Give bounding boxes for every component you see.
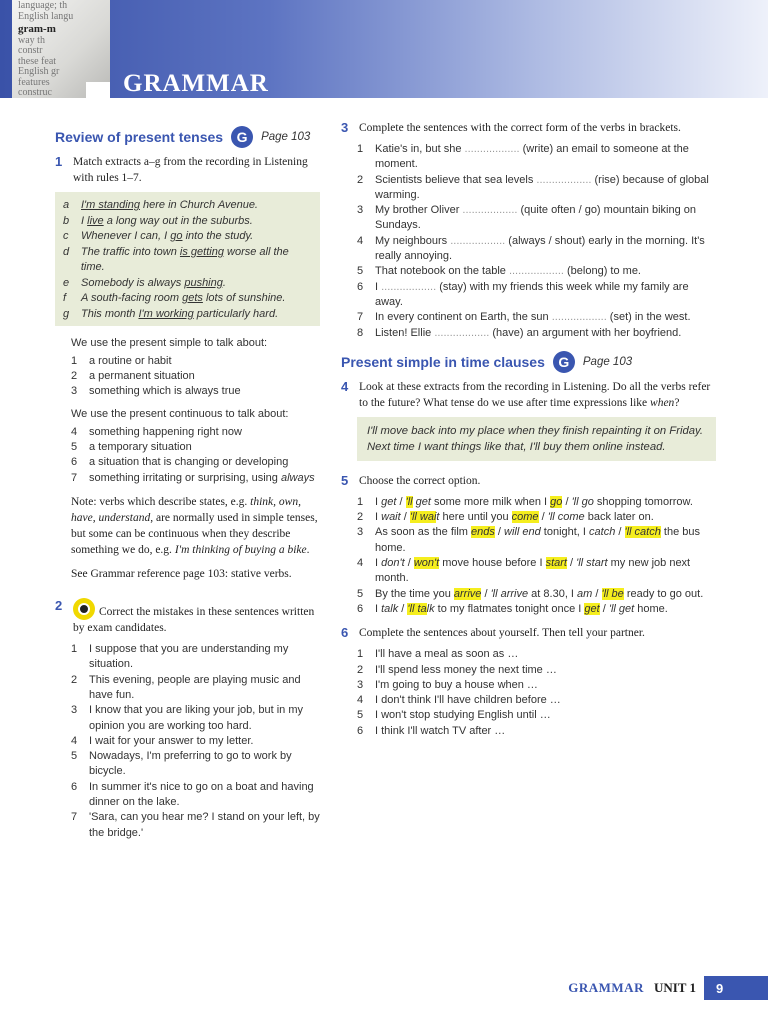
list-item: 1 Katie's in, but she .................. (write) an email to someone at the moment.	[357, 143, 689, 171]
list-item: 2 Scientists believe that sea levels .................. (rise) because of global warming.	[357, 173, 709, 201]
list-item: 1 I'll have a meal as soon as …	[357, 648, 519, 661]
right-column	[341, 120, 716, 747]
extract-item: g This month I'm working particularly hard.	[63, 307, 279, 320]
grammar-page-ref: Page 103	[261, 131, 311, 143]
list-item: 5 By the time you arrive / 'll arrive at 8.30, I am / 'll be ready to go out.	[357, 587, 704, 600]
rule-item: 1 a routine or habit	[71, 354, 172, 367]
task-3: 3 Complete the sentences with the correct form of the verbs in brackets.	[341, 120, 681, 135]
page-number: 9	[704, 976, 768, 1000]
extract-item: f A south-facing room gets lots of sunshine.	[63, 292, 286, 304]
simple-rules-list	[71, 354, 320, 400]
list-item: 3 My brother Oliver .................. (quite often / go) mountain biking on Sundays.	[357, 204, 696, 232]
page-title: GRAMMAR	[123, 70, 269, 97]
rule-item: 2 a permanent situation	[71, 369, 195, 382]
list-item: 1 I suppose that you are understanding my situation.	[71, 643, 289, 671]
list-item: 2 This evening, people are playing music and have fun.	[71, 673, 301, 701]
footer-unit: UNIT 1	[653, 980, 696, 995]
list-item: 3 I'm going to buy a house when …	[357, 678, 538, 691]
dictionary-image: language; th English langu gram-m way th constr these feat English gr features construc	[12, 0, 110, 98]
exam-candidate-eye-icon	[73, 598, 95, 620]
list-item: 7 In every continent on Earth, the sun .................. (set) in the west.	[357, 311, 691, 324]
time-clause-extracts-box: I'll move back into my place when they finish repainting it on Friday. Next time I want things like that, I'll buy them online instead.	[357, 417, 716, 461]
page-footer	[568, 976, 768, 1000]
list-item: 4 I don't / won't move house before I start / 'll start my new job next month.	[357, 557, 691, 585]
grammar-reference-icon: G	[553, 351, 575, 373]
continuous-rules-list	[71, 425, 320, 486]
extract-item: d The traffic into town is getting worse all the time.	[63, 245, 289, 273]
footer-section: GRAMMAR	[568, 980, 644, 995]
list-item: 3 As soon as the film ends / will end tonight, I catch / 'll catch the bus home.	[357, 526, 700, 554]
list-item: 1 I get / 'll get some more milk when I go / 'll go shopping tomorrow.	[357, 495, 693, 508]
section-heading-time-clauses: Present simple in time clauses G Page 103	[341, 351, 716, 373]
list-item: 4 My neighbours .................. (always / shout) early in the morning. It's really annoying.	[357, 234, 705, 263]
extract-item: b I live a long way out in the suburbs.	[63, 214, 253, 227]
continuous-intro: We use the present continuous to talk about:	[71, 408, 289, 421]
task-1: 1 Match extracts a–g from the recording in Listening with rules 1–7.	[55, 154, 308, 184]
list-item: 5 I won't stop studying English until …	[357, 709, 551, 722]
mistakes-list	[71, 642, 320, 841]
list-item: 2 I wait / 'll wait here until you come / 'll come back later on.	[357, 511, 654, 524]
list-item: 6 I .................. (stay) with my friends this week while my family are away.	[357, 280, 689, 308]
list-item: 6 I think I'll watch TV after …	[357, 724, 506, 737]
list-item: 6 In summer it's nice to go on a boat and having dinner on the lake.	[71, 780, 314, 809]
extract-item: c Whenever I can, I go into the study.	[63, 230, 254, 242]
rule-item: 3 something which is always true	[71, 385, 241, 398]
rule-item: 7 something irritating or surprising, using always	[71, 471, 315, 484]
page-header	[0, 0, 768, 98]
extract-item: e Somebody is always pushing.	[63, 276, 226, 289]
task-2: 2 Correct the mistakes in these sentences written by exam candidates.	[55, 598, 315, 635]
left-column	[55, 120, 320, 849]
simple-intro: We use the present simple to talk about:	[71, 337, 268, 349]
list-item: 2 I'll spend less money the next time …	[357, 663, 557, 676]
section-heading-review: Review of present tenses G Page 103	[55, 126, 320, 148]
list-item: 4 I wait for your answer to my letter.	[71, 734, 254, 747]
grammar-reference-icon: G	[231, 126, 253, 148]
rule-item: 6 a situation that is changing or developing	[71, 456, 289, 469]
list-item: 8 Listen! Ellie .................. (have) an argument with her boyfriend.	[357, 326, 682, 339]
task-5: 5 Choose the correct option.	[341, 472, 481, 488]
rule-item: 5 a temporary situation	[71, 441, 192, 454]
list-item: 6 I talk / 'll talk to my flatmates tonight once I get / 'll get home.	[357, 602, 668, 615]
list-item: 3 I know that you are liking your job, but in my opinion you are working too hard.	[71, 704, 303, 732]
extract-item: a I'm standing here in Church Avenue.	[63, 199, 258, 211]
about-yourself-list	[357, 647, 716, 739]
correct-option-list	[357, 495, 716, 617]
list-item: 7 'Sara, can you hear me? I stand on your left, by the bridge.'	[71, 811, 320, 839]
task-4: 4 Look at these extracts from the recording in Listening. Do all the verbs refer to the future? What tense do we use after time expressions like when?	[341, 378, 711, 409]
verb-brackets-list	[357, 142, 716, 341]
see-reference: See Grammar reference page 103: stative verbs.	[71, 568, 292, 581]
stative-note: Note: verbs which describe states, e.g. think, own, have, understand, are normally used in simple tenses, but some can be continuous when they describe something we do, e.g. I'm thinking of buying a bike.	[71, 496, 318, 557]
list-item: 5 Nowadays, I'm preferring to go to work by bicycle.	[71, 750, 292, 778]
task-6: 6 Complete the sentences about yourself. Then tell your partner.	[341, 625, 645, 641]
grammar-page-ref: Page 103	[582, 355, 633, 368]
rule-item: 4 something happening right now	[71, 425, 242, 438]
list-item: 5 That notebook on the table .................. (belong) to me.	[357, 265, 641, 278]
list-item: 4 I don't think I'll have children before …	[357, 694, 561, 707]
extracts-box	[55, 192, 320, 326]
